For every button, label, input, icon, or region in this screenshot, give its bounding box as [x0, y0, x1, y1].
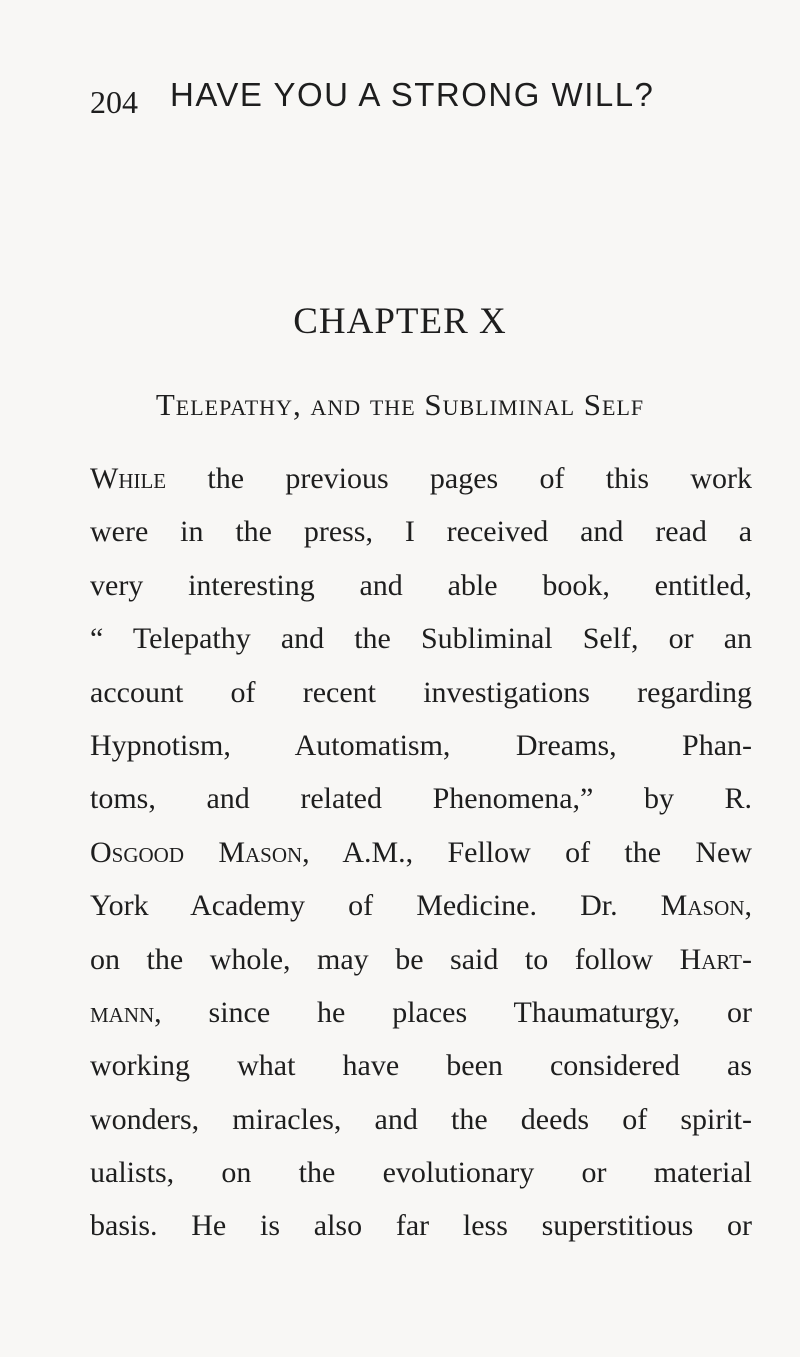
- running-head: HAVE YOU A STRONG WILL?: [170, 76, 655, 113]
- text-line: York Academy of Medicine. Dr. Mason,: [90, 889, 752, 923]
- text-line: Hypnotism, Automatism, Dreams, Phan-: [90, 728, 753, 762]
- chapter-number: CHAPTER X: [293, 301, 507, 342]
- text-line: very interesting and able book, entitled,: [90, 568, 753, 602]
- page-header: [90, 76, 740, 126]
- body-text: [90, 452, 752, 1253]
- text-line: mann, since he places Thaumaturgy, or: [90, 995, 753, 1029]
- text-line: While the previous pages of this work: [90, 462, 753, 495]
- chapter-title: Telepathy, and the Subliminal Self: [155, 387, 645, 422]
- text-line: working what have been considered as: [90, 1049, 753, 1083]
- text-line: “ Telepathy and the Subliminal Self, or an: [90, 622, 753, 656]
- text-line: wonders, miracles, and the deeds of spirit-: [90, 1102, 752, 1136]
- text-line: Osgood Mason, A.M., Fellow of the New: [90, 835, 752, 869]
- text-line: toms, and related Phenomena,” by R.: [90, 782, 753, 816]
- page-number: 204: [90, 84, 138, 120]
- text-line: were in the press, I received and read a: [90, 515, 753, 549]
- text-line: account of recent investigations regarding: [90, 675, 753, 709]
- text-line: ualists, on the evolutionary or material: [90, 1156, 752, 1190]
- text-line: on the whole, may be said to follow Hart-: [90, 942, 752, 976]
- text-line: basis. He is also far less superstitious or: [90, 1209, 753, 1243]
